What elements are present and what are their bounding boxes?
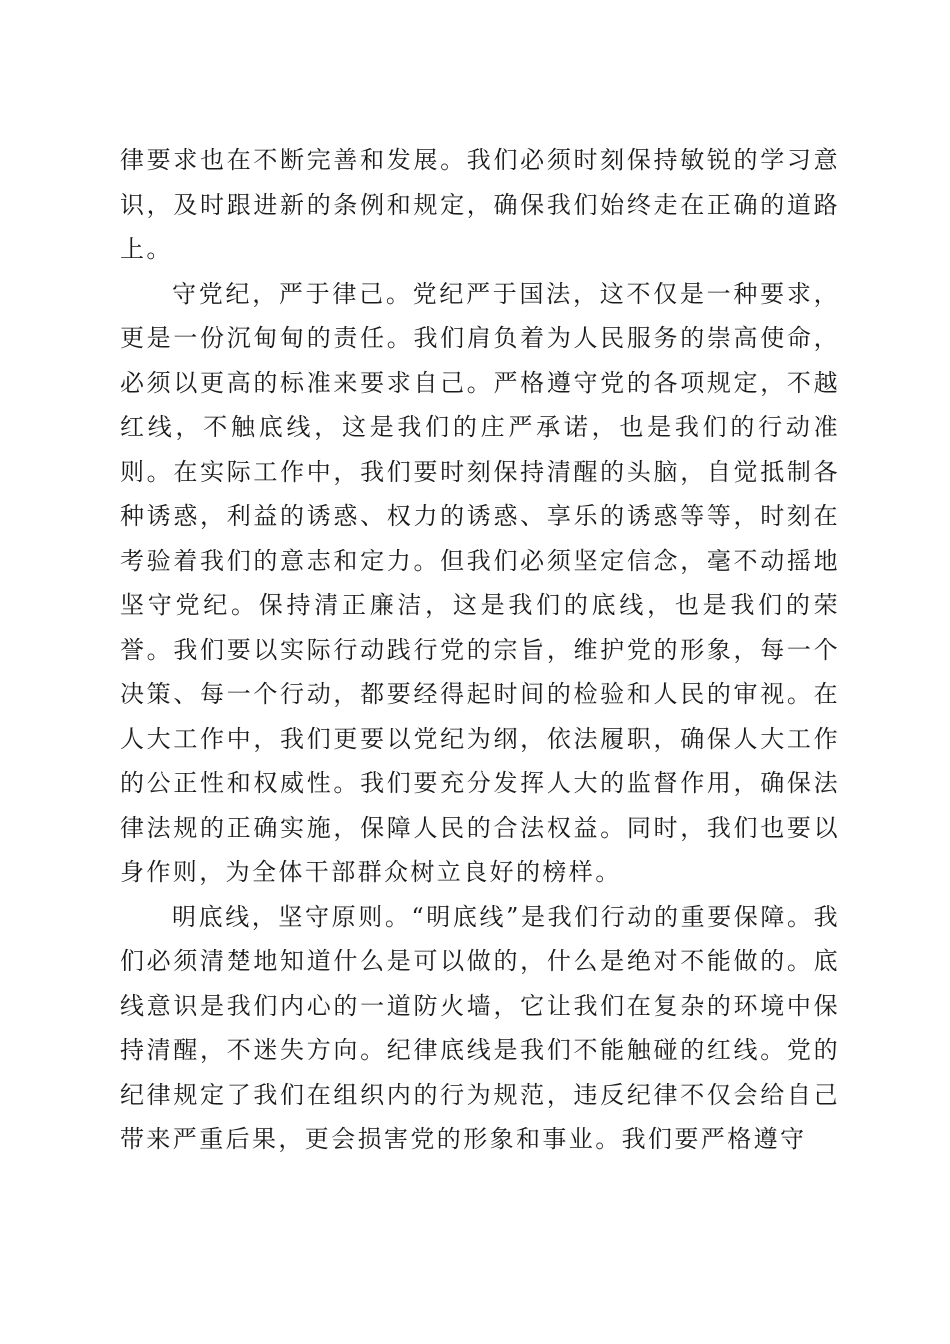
paragraph-1: 律要求也在不断完善和发展。我们必须时刻保持敏锐的学习意识，及时跟进新的条例和规定，确保我们始终走在正确的道路上。 <box>120 146 840 263</box>
document-body <box>120 138 840 1162</box>
paragraph-2: 守党纪，严于律己。党纪严于国法，这不仅是一种要求，更是一份沉甸甸的责任。我们肩负着为人民服务的崇高使命，必须以更高的标准来要求自己。严格遵守党的各项规定，不越红线，不触底线，这是我们的庄严承诺，也是我们的行动准则。在实际工作中，我们要时刻保持清醒的头脑，自觉抵制各种诱惑，利益的诱惑、权力的诱惑、享乐的诱惑等等，时刻在考验着我们的意志和定力。但我们必须坚定信念，毫不动摇地坚守党纪。保持清正廉洁，这是我们的底线，也是我们的荣誉。我们要以实际行动践行党的宗旨，维护党的形象，每一个决策、每一个行动，都要经得起时间的检验和人民的审视。在人大工作中，我们更要以党纪为纲，依法履职，确保人大工作的公正性和权威性。我们要充分发挥人大的监督作用，确保法律法规的正确实施，保障人民的合法权益。同时，我们也要以身作则，为全体干部群众树立良好的榜样。 <box>120 279 840 886</box>
paragraph-3: 明底线，坚守原则。“明底线”是我们行动的重要保障。我们必须清楚地知道什么是可以做的，什么是绝对不能做的。底线意识是我们内心的一道防火墙，它让我们在复杂的环境中保持清醒，不迷失方向。纪律底线是我们不能触碰的红线。党的纪律规定了我们在组织内的行为规范，违反纪律不仅会给自己带来严重后果，更会损害党的形象和事业。我们要严格遵守 <box>120 902 840 1153</box>
